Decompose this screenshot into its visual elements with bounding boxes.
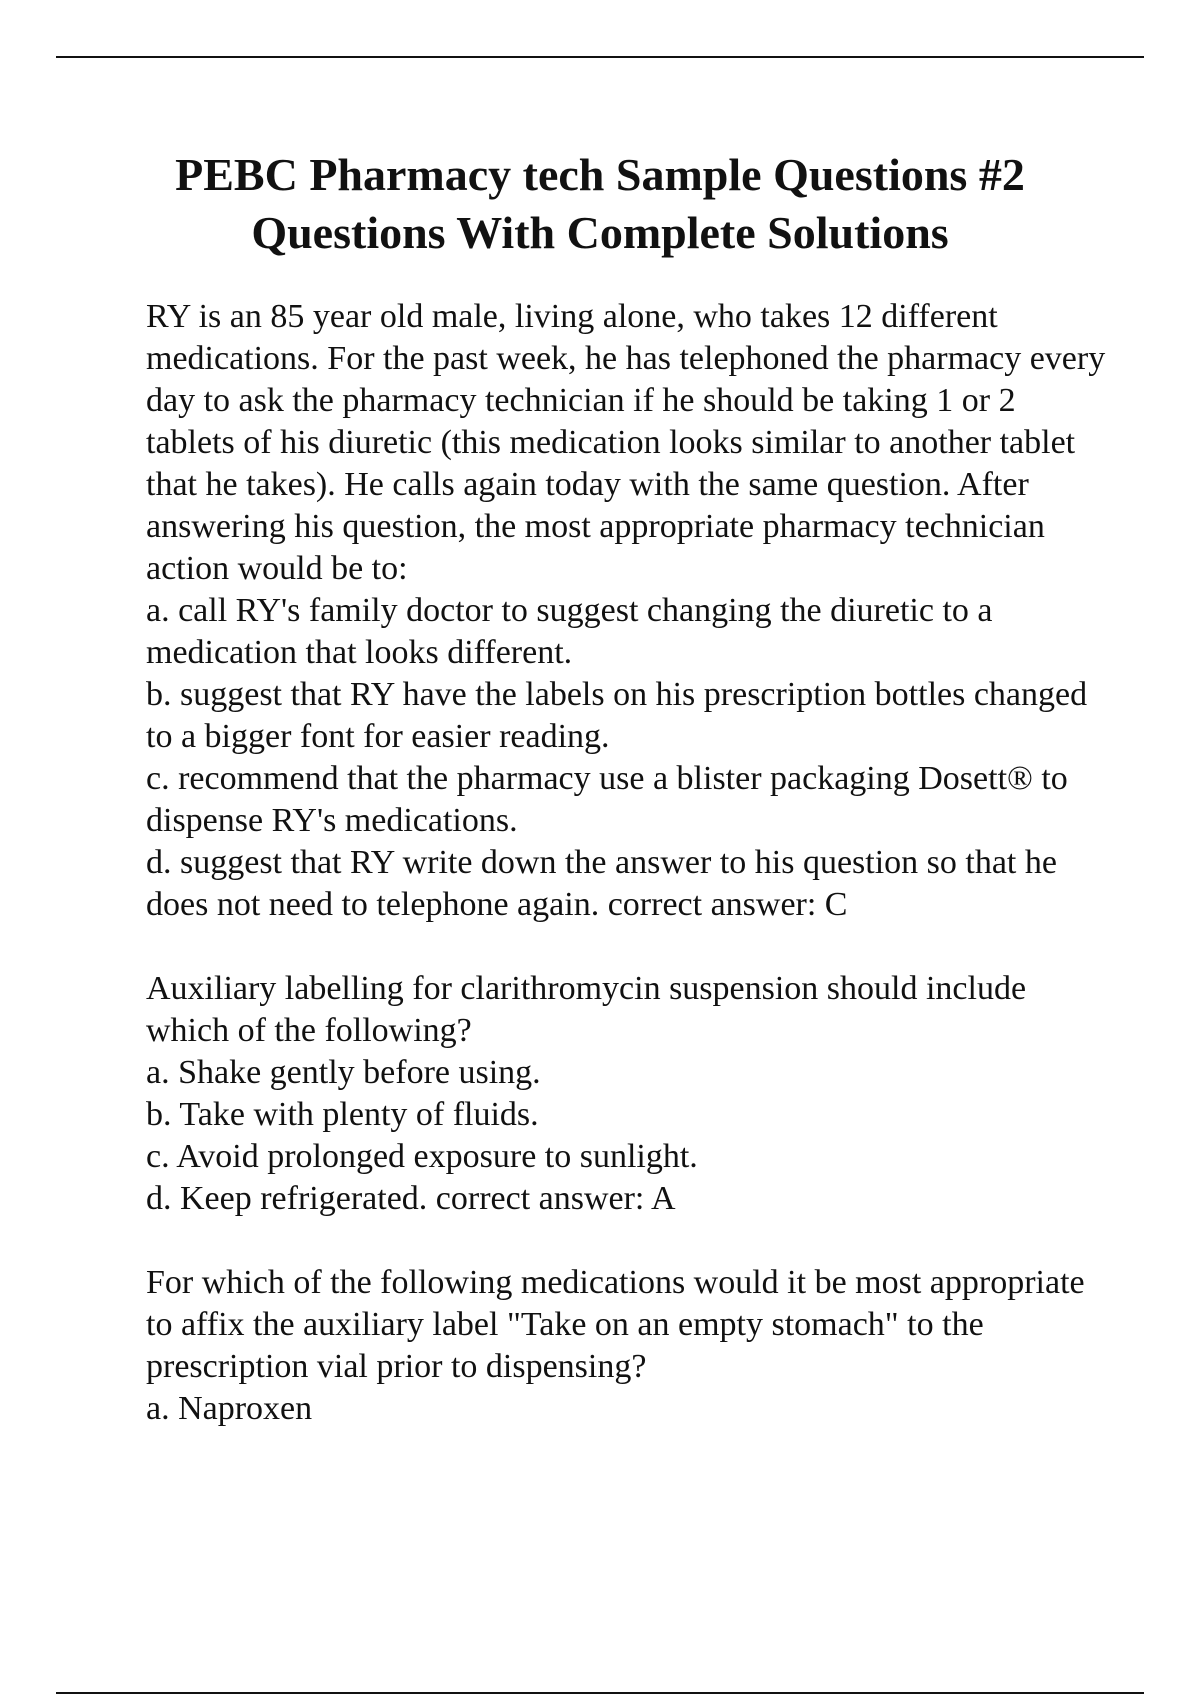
- option-d: [146, 842, 1106, 926]
- page-title: [60, 146, 1140, 262]
- title-line-1: PEBC Pharmacy tech Sample Questions #2: [175, 149, 1025, 200]
- option-d: [146, 1178, 1106, 1220]
- question-2: [146, 968, 1106, 1220]
- bottom-rule: [56, 1692, 1144, 1694]
- correct-answer: correct answer: A: [435, 1180, 676, 1217]
- correct-answer: correct answer: C: [607, 886, 848, 923]
- question-stem: RY is an 85 year old male, living alone, who takes 12 different medications. For the past week, he has telephoned the pharmacy every day to ask the pharmacy technician if he should be taking 1 or 2 tablets of his diuretic (this medication looks similar to another tablet that he takes). He calls again today with the same question. After answering his question, the most appropriate pharmacy technician action would be to:: [146, 298, 1106, 587]
- option-c: c. Avoid prolonged exposure to sunlight.: [146, 1138, 698, 1175]
- question-stem: Auxiliary labelling for clarithromycin suspension should include which of the following?: [146, 970, 1027, 1049]
- option-d-text: d. suggest that RY write down the answer to his question so that he does not need to telephone again.: [146, 844, 1057, 923]
- option-d-text: d. Keep refrigerated.: [146, 1180, 428, 1217]
- option-b: b. suggest that RY have the labels on his prescription bottles changed to a bigger font for easier reading.: [146, 676, 1088, 755]
- answer-options: [146, 1388, 1106, 1430]
- option-a: a. call RY's family doctor to suggest changing the diuretic to a medication that looks different.: [146, 592, 993, 671]
- question-1: [146, 296, 1106, 926]
- option-c: c. recommend that the pharmacy use a blister packaging Dosett® to dispense RY's medications.: [146, 760, 1068, 839]
- answer-options: [146, 590, 1106, 926]
- questions-body: [146, 296, 1106, 1472]
- title-line-2: Questions With Complete Solutions: [251, 207, 949, 258]
- top-rule: [56, 56, 1144, 58]
- question-stem: For which of the following medications would it be most appropriate to affix the auxiliary label "Take on an empty stomach" to the prescription vial prior to dispensing?: [146, 1264, 1085, 1385]
- option-b: b. Take with plenty of fluids.: [146, 1096, 539, 1133]
- question-3: [146, 1262, 1106, 1430]
- answer-options: [146, 1052, 1106, 1220]
- option-a: a. Shake gently before using.: [146, 1054, 541, 1091]
- option-a: a. Naproxen: [146, 1390, 313, 1427]
